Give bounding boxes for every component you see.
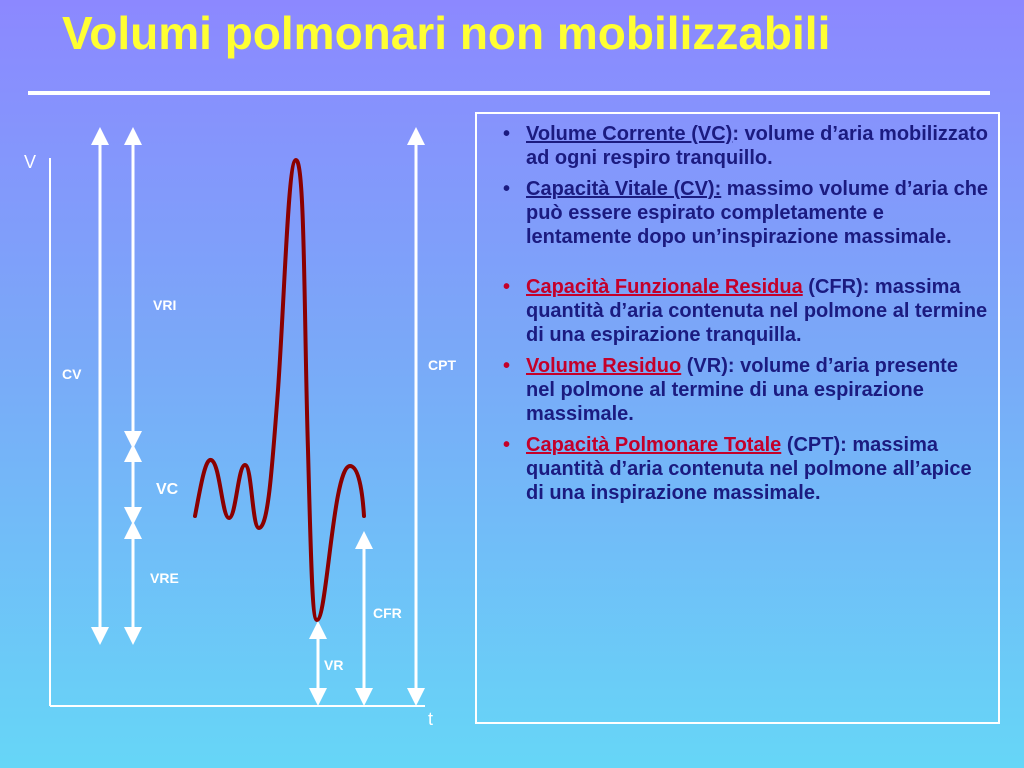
vri-label: VRI: [153, 297, 177, 313]
vre-label: VRE: [150, 570, 179, 586]
bullet: •: [503, 276, 511, 298]
definition-item: [477, 433, 990, 505]
bullet: •: [503, 123, 511, 145]
cfr-label: CFR: [373, 605, 402, 621]
cv-label: CV: [62, 366, 82, 382]
bullet: •: [503, 178, 511, 200]
cpt-label: CPT: [428, 357, 456, 373]
lung-volumes-diagram: [0, 0, 470, 768]
definition-term: Capacità Polmonare Totale: [526, 434, 782, 456]
definition-term: Capacità Funzionale Residua: [526, 276, 803, 298]
definition-text: massima quantità d’aria contenuta nel polmone all’apice di una inspirazione massimale.: [526, 434, 972, 504]
x-axis-label: t: [428, 709, 434, 729]
definition-item: [477, 177, 990, 249]
vr-label: VR: [324, 657, 344, 673]
definition-term: Capacità Vitale (CV):: [526, 178, 722, 200]
definition-text: massima quantità d’aria contenuta nel polmone al termine di una espirazione tranquilla.: [526, 276, 988, 346]
bullet: •: [503, 434, 511, 456]
spirogram-curve: [195, 160, 364, 620]
definition-item: [477, 275, 990, 347]
definition-term: Volume Residuo: [526, 355, 682, 377]
bullet: •: [503, 355, 511, 377]
y-axis-label: V: [24, 152, 37, 172]
definition-text: volume d’aria presente nel polmone al termine di una espirazione massimale.: [526, 355, 958, 425]
definition-text: : volume d’aria mobilizzato ad ogni respiro tranquillo.: [526, 123, 988, 169]
definitions-list: [477, 114, 998, 505]
definition-item: [477, 122, 990, 170]
definition-abbr: (CFR):: [802, 276, 870, 298]
definition-term: Volume Corrente (VC): [526, 123, 733, 145]
definitions-panel: [475, 112, 1000, 724]
definition-item: [477, 354, 990, 426]
vc-label: VC: [156, 481, 179, 498]
slide-title: Volumi polmonari non mobilizzabili: [62, 7, 831, 59]
definition-text: massimo volume d’aria che può essere espirato completamente e lentamente dopo un’inspirazione massimale.: [526, 178, 989, 248]
definition-abbr: (CPT):: [781, 434, 847, 456]
definition-abbr: (VR):: [681, 355, 735, 377]
